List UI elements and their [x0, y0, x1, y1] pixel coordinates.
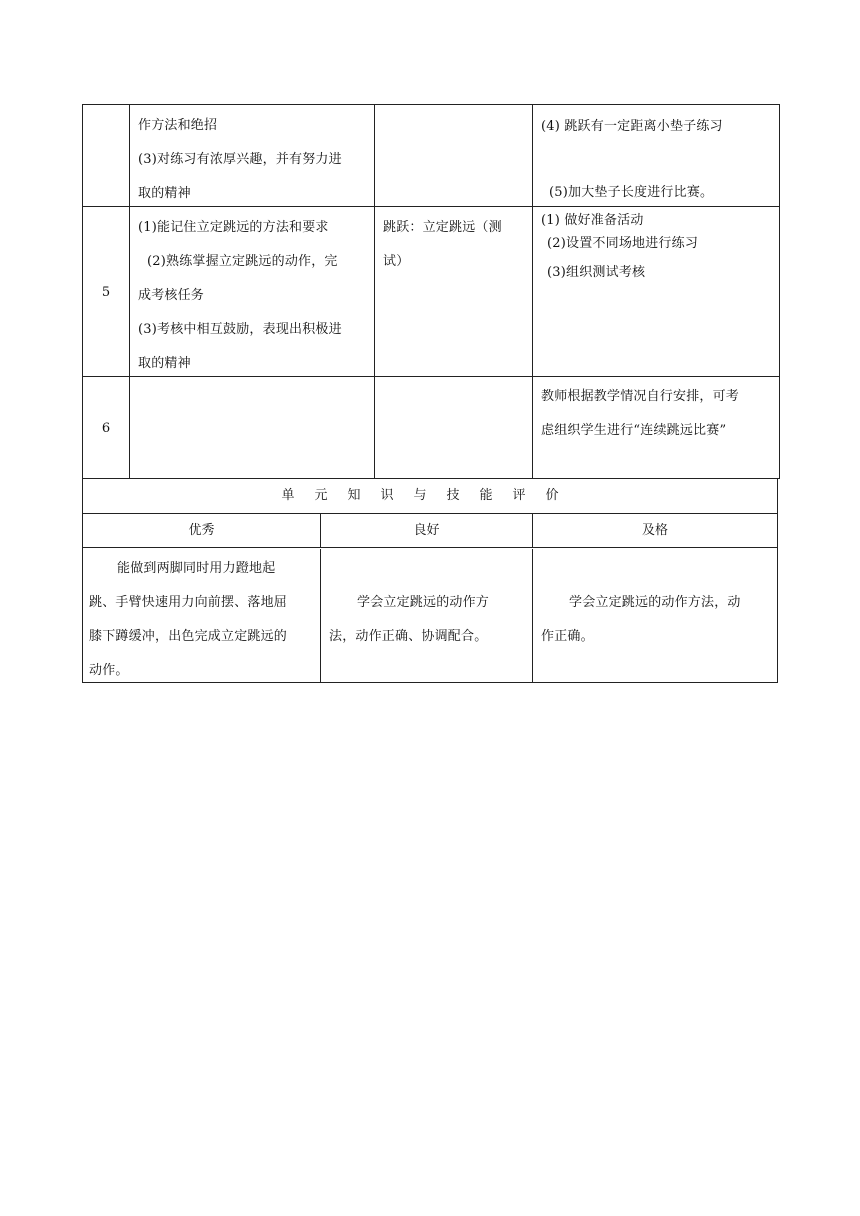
goal-line: 作方法和绝招	[138, 118, 218, 133]
goals-cell	[129, 105, 374, 206]
lesson-plan-table	[82, 104, 780, 479]
goals-cell	[129, 207, 374, 376]
method-line: (3)组织测试考核	[547, 265, 646, 280]
lesson-number: 6	[101, 421, 111, 436]
criteria-line: 作正确。	[541, 629, 594, 644]
methods-cell	[532, 207, 779, 376]
lesson-number-cell	[83, 105, 129, 206]
lesson-number-cell	[83, 377, 129, 478]
goal-line: 取的精神	[138, 186, 191, 201]
excellent-criteria-cell	[83, 549, 320, 682]
criteria-line: 跳、手臂快速用力向前摆、落地屈	[89, 595, 288, 610]
methods-cell	[532, 105, 779, 206]
lesson-number: 5	[101, 285, 111, 300]
content-cell	[374, 377, 532, 478]
criteria-line: 学会立定跳远的动作方法，动	[569, 595, 741, 610]
goal-line: 取的精神	[138, 356, 191, 371]
criteria-line: 法，动作正确、协调配合。	[329, 629, 488, 644]
method-line: (5)加大垫子长度进行比赛。	[549, 185, 714, 200]
goal-line: (2)熟练掌握立定跳远的动作，完	[147, 254, 338, 269]
goals-cell	[129, 377, 374, 478]
method-line: (1) 做好准备活动	[541, 213, 644, 228]
goal-line: (1)能记住立定跳远的方法和要求	[138, 220, 329, 235]
content-cell	[374, 207, 532, 376]
lesson-number-cell	[83, 207, 129, 376]
criteria-line: 膝下蹲缓冲，出色完成立定跳远的	[89, 629, 288, 644]
method-line: (2)设置不同场地进行练习	[547, 236, 699, 251]
method-line: (4) 跳跃有一定距离小垫子练习	[541, 119, 723, 134]
evaluation-title: 单元知识与技能评价	[83, 479, 777, 514]
evaluation-table	[82, 478, 778, 683]
content-line: 试）	[383, 254, 410, 269]
goal-line: (3)对练习有浓厚兴趣，并有努力进	[138, 152, 342, 167]
content-line: 跳跃：立定跳远（测	[383, 220, 502, 235]
header-excellent: 优秀	[83, 514, 320, 548]
table-row	[83, 207, 779, 377]
goal-line: 成考核任务	[138, 288, 205, 303]
content-cell	[374, 105, 532, 206]
criteria-line: 能做到两脚同时用力蹬地起	[117, 561, 276, 576]
good-criteria-cell	[320, 549, 532, 682]
method-line: 虑组织学生进行“连续跳远比赛”	[541, 423, 727, 438]
table-row	[83, 105, 779, 207]
method-line: 教师根据教学情况自行安排，可考	[541, 389, 740, 404]
criteria-line: 动作。	[89, 663, 129, 678]
header-good: 良好	[320, 514, 532, 548]
methods-cell	[532, 377, 779, 478]
goal-line: (3)考核中相互鼓励，表现出积极进	[138, 322, 342, 337]
pass-criteria-cell	[532, 549, 777, 682]
table-row	[83, 377, 779, 479]
criteria-line: 学会立定跳远的动作方	[357, 595, 490, 610]
header-pass: 及格	[532, 514, 777, 548]
